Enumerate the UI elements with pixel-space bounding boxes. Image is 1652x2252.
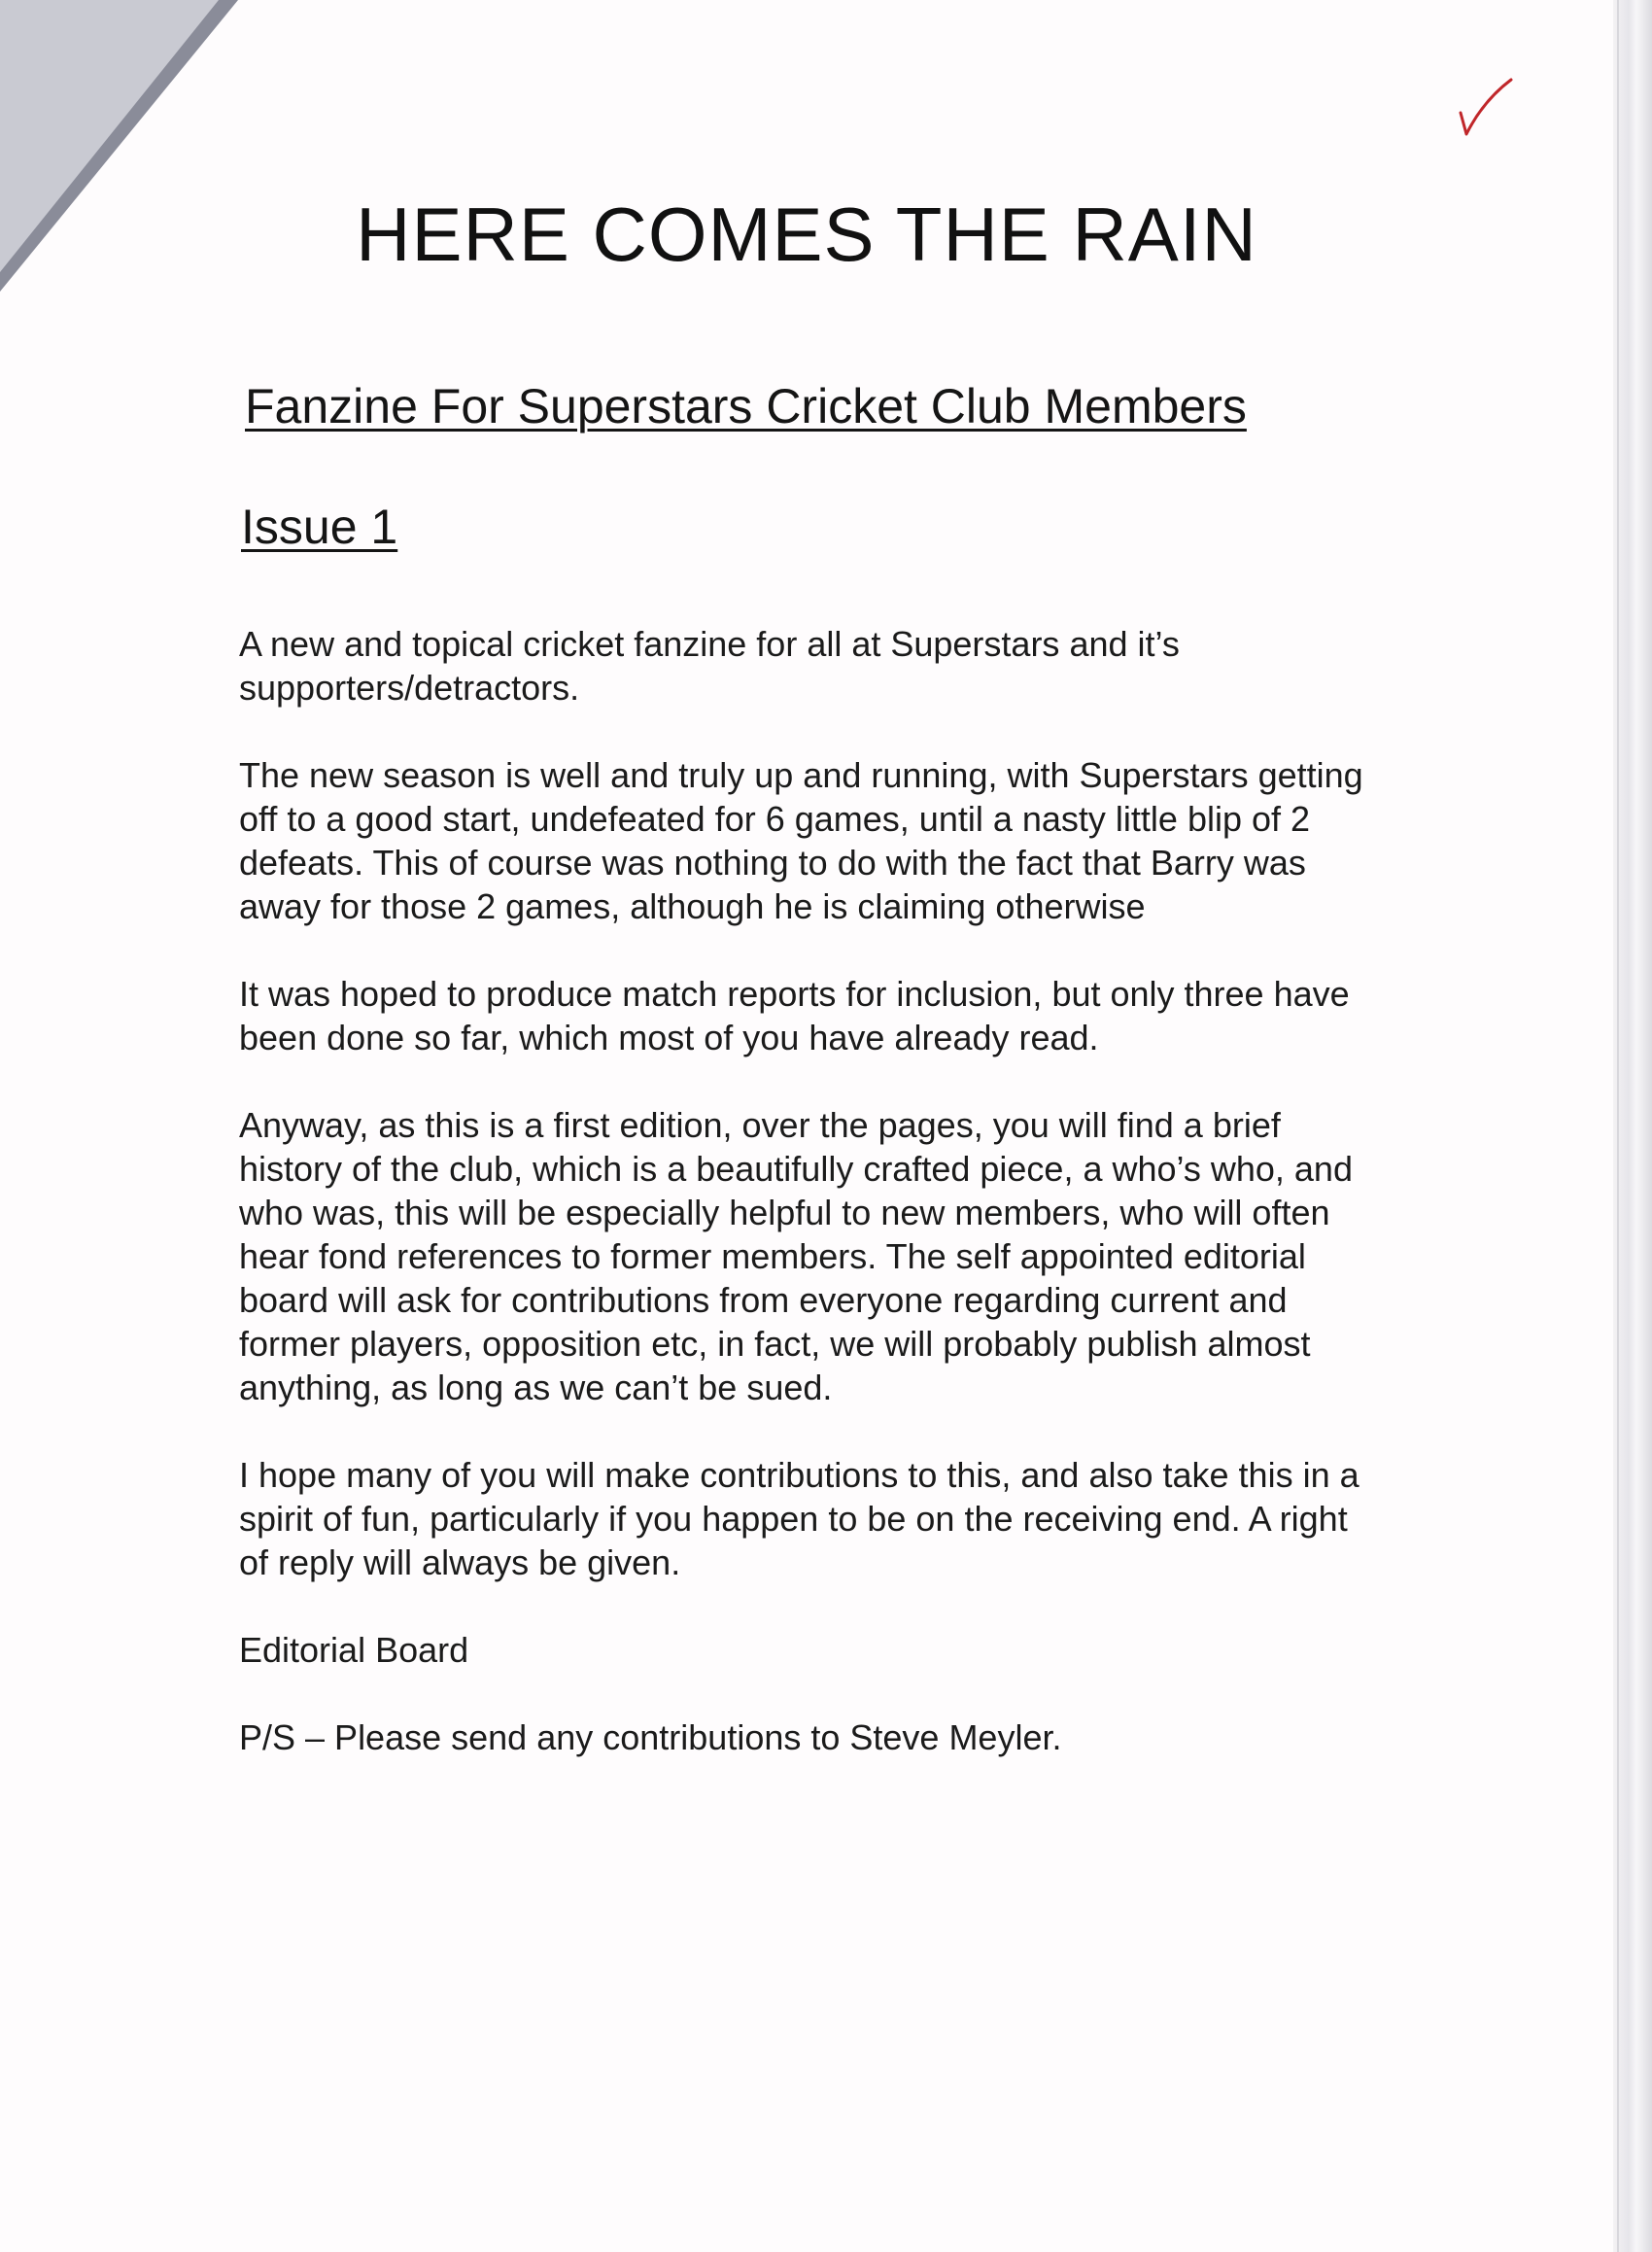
body-text <box>239 622 1386 1803</box>
paragraph-intro: A new and topical cricket fanzine for all at Superstars and it’s supporters/detractors. <box>239 624 1180 708</box>
document-subtitle: Fanzine For Superstars Cricket Club Members <box>245 379 1247 433</box>
document-title: HERE COMES THE RAIN <box>356 191 1257 277</box>
page-edge-shadow <box>1613 0 1652 2252</box>
paragraph-season: The new season is well and truly up and running, with Superstars getting off to a good start, undefeated for 6 games, until a nasty little blip of 2 defeats. This of course was nothing to do with the fact that Barry was away for those 2 games, although he is claiming otherwise <box>239 755 1363 926</box>
page-edge-line <box>1617 0 1619 2252</box>
paragraph-first-edition: Anyway, as this is a first edition, over the pages, you will find a brief history of the club, which is a beautifully crafted piece, a who’s who, and who was, this will be especially helpful to new members, who will often hear fond references to former members. The self appointed editorial board will ask for contributions from everyone regarding current and former players, opposition etc, in fact, we will probably publish almost anything, as long as we can’t be sued. <box>239 1105 1353 1407</box>
paragraph-match-reports: It was hoped to produce match reports for inclusion, but only three have been done so far, which most of you have already read. <box>239 974 1350 1057</box>
paragraph-postscript: P/S – Please send any contributions to Steve Meyler. <box>239 1717 1062 1757</box>
handwritten-tick-icon <box>1453 76 1521 144</box>
issue-number: Issue 1 <box>241 500 398 554</box>
paragraph-signoff: Editorial Board <box>239 1630 469 1670</box>
paragraph-contributions: I hope many of you will make contributions to this, and also take this in a spirit of fun, particularly if you happen to be on the receiving end. A right of reply will always be given. <box>239 1455 1359 1582</box>
